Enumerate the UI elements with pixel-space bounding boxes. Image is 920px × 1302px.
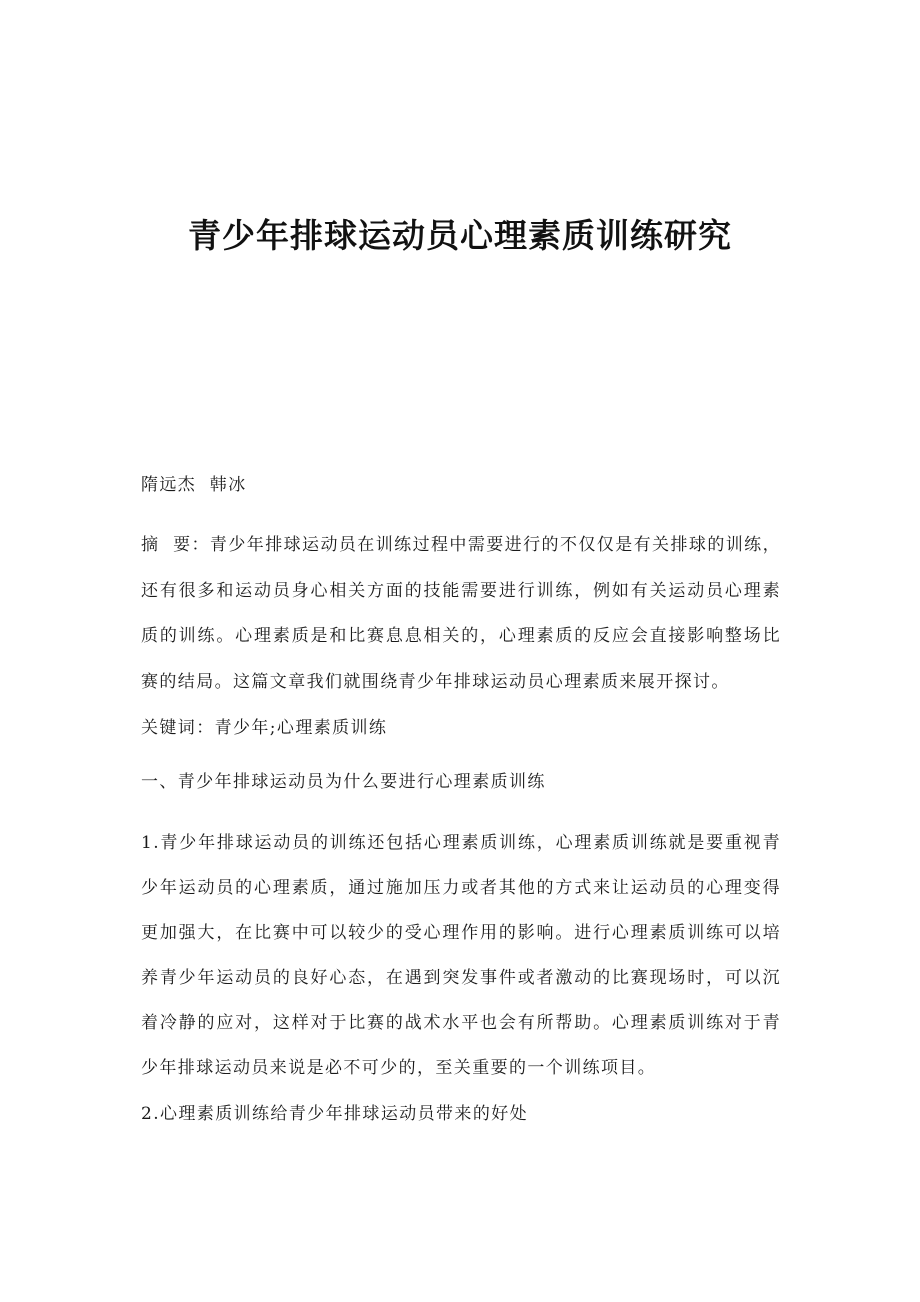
section-subheading: 2.心理素质训练给青少年排球运动员带来的好处 xyxy=(141,1104,529,1124)
document-title: 青少年排球运动员心理素质训练研究 xyxy=(188,216,732,255)
document-body xyxy=(141,470,781,1129)
keywords-text: 青少年;心理素质训练 xyxy=(214,718,388,738)
keywords xyxy=(141,713,781,743)
abstract-label: 摘 要： xyxy=(141,535,210,555)
authors: 隋远杰 韩冰 xyxy=(141,475,247,495)
section-heading: 一、青少年排球运动员为什么要进行心理素质训练 xyxy=(141,772,546,792)
abstract xyxy=(141,523,781,705)
section-paragraph: 1.青少年排球运动员的训练还包括心理素质训练，心理素质训练就是要重视青少年运动员的心理素质，通过施加压力或者其他的方式来让运动员的心理变得更加强大，在比赛中可以较少的受心理作用的影响。进行心理素质训练可以培养青少年运动员的良好心态，在遇到突发事件或者激动的比赛现场时，可以沉着冷静的应对，这样对于比赛的战术水平也会有所帮助。心理素质训练对于青少年排球运动员来说是必不可少的，至关重要的一个训练项目。 xyxy=(141,833,781,1078)
abstract-text: 青少年排球运动员在训练过程中需要进行的不仅仅是有关排球的训练，还有很多和运动员身心相关方面的技能需要进行训练，例如有关运动员心理素质的训练。心理素质是和比赛息息相关的，心理素质的反应会直接影响整场比赛的结局。这篇文章我们就围绕青少年排球运动员心理素质来展开探讨。 xyxy=(141,535,781,692)
keywords-label: 关键词： xyxy=(141,718,215,738)
